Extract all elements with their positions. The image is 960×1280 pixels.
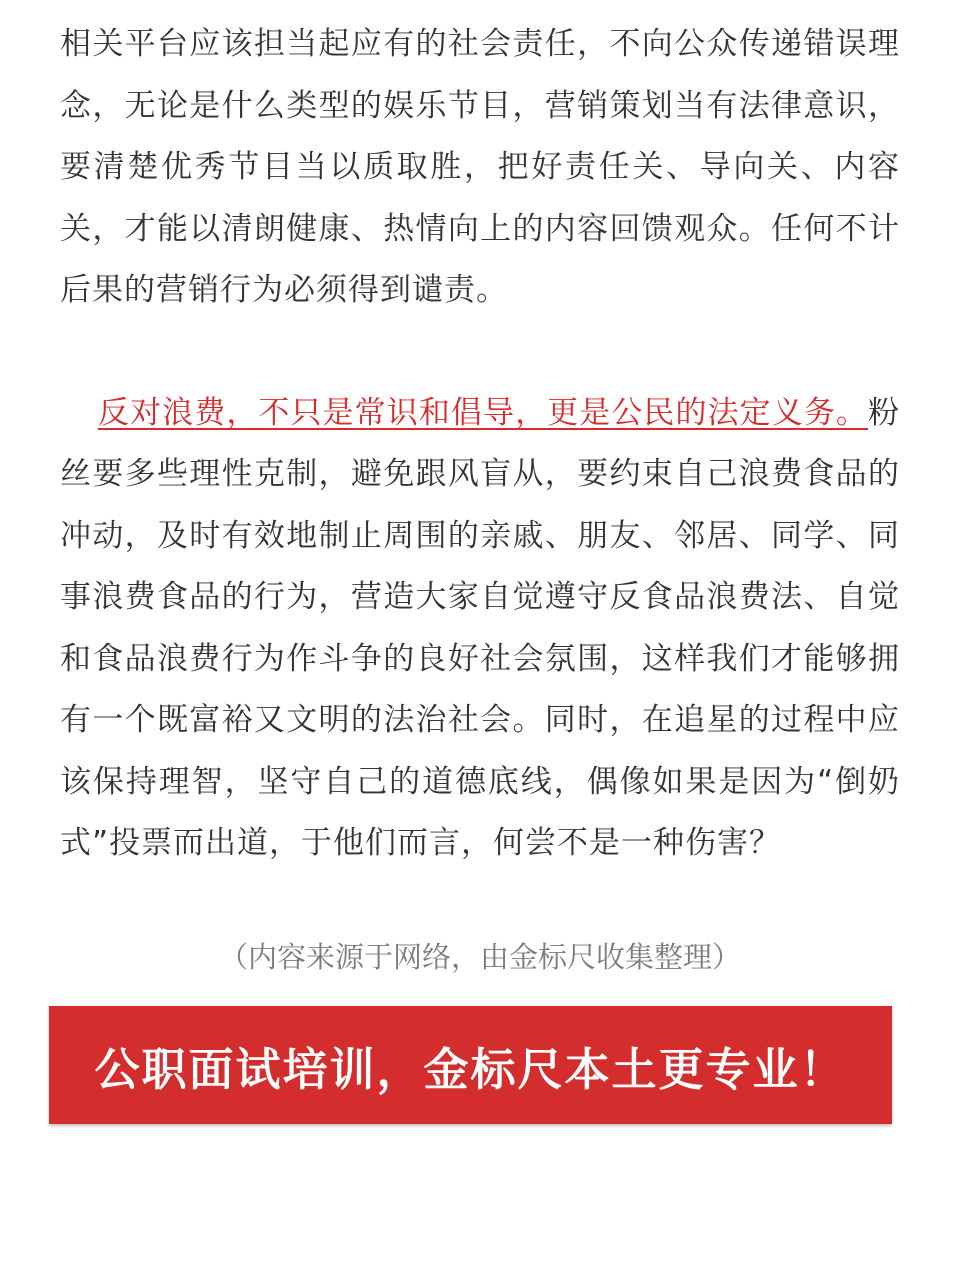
article-body: [60, 14, 900, 875]
highlighted-sentence: 反对浪费，不只是常识和倡导，更是公民的法定义务。: [98, 394, 868, 431]
promo-banner-text: 公职面试培训，金标尺本土更专业！: [94, 1042, 847, 1096]
paragraph-anti-waste-text: 粉丝要多些理性克制，避免跟风盲从，要约束自己浪费食品的冲动，及时有效地制止周围的亲戚、朋友、邻居、同学、同事浪费食品的行为，营造大家自觉遵守反食品浪费法、自觉和食品浪费行为作斗争的良好社会氛围，这样我们才能够拥有一个既富裕又文明的法治社会。同时，在追星的过程中应该保持理智，坚守自己的道德底线，偶像如果是因为“倒奶式”投票而出道，于他们而言，何尝不是一种伤害？: [60, 394, 900, 861]
paragraph-platform-responsibility: 相关平台应该担当起应有的社会责任，不向公众传递错误理念，无论是什么类型的娱乐节目，营销策划当有法律意识，要清楚优秀节目当以质取胜，把好责任关、导向关、内容关，才能以清朗健康、热情向上的内容回馈观众。任何不计后果的营销行为必须得到谴责。: [60, 26, 900, 308]
paragraph-anti-waste: [60, 383, 900, 875]
source-note: （内容来源于网络，由金标尺收集整理）: [218, 940, 741, 974]
promo-banner[interactable]: [49, 1006, 892, 1124]
